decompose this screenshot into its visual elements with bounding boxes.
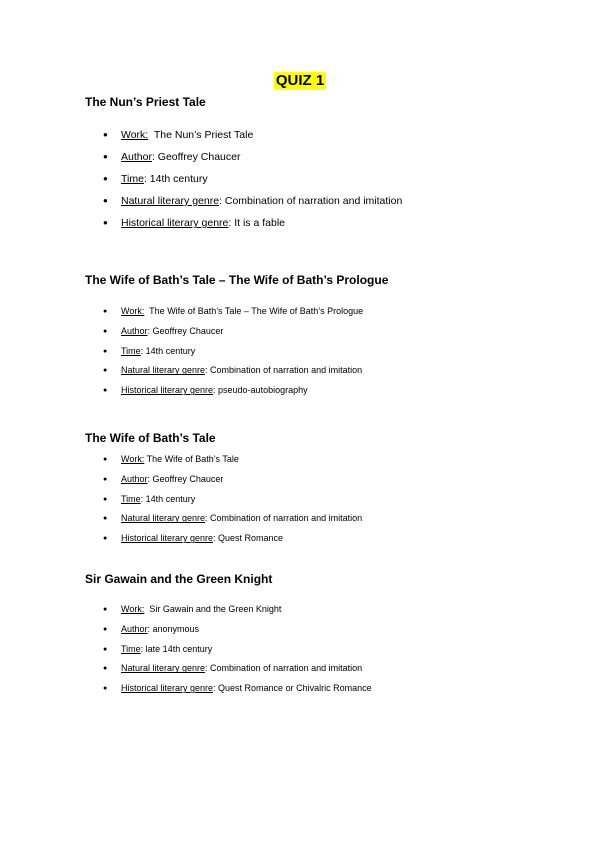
section-sir-gawain <box>85 571 372 699</box>
item-value: : Geoffrey Chaucer <box>147 473 224 484</box>
section-nuns-priest-tale <box>85 94 402 234</box>
item-label: Work: <box>121 129 149 141</box>
item-value: : Combination of narration and imitation <box>219 195 403 207</box>
item-value: : Combination of narration and imitation <box>205 513 363 524</box>
list-item-author <box>85 146 402 168</box>
list-item-time <box>85 490 362 510</box>
item-value: : Geoffrey Chaucer <box>151 151 241 163</box>
list-item-work <box>85 124 402 146</box>
item-label: Natural literary genre <box>121 663 206 674</box>
list-item-natural-genre <box>85 659 372 679</box>
item-value: : 14th century <box>143 173 208 185</box>
item-value: : Combination of narration and imitation <box>205 663 363 674</box>
item-value: The Wife of Bath’s Tale <box>144 454 239 464</box>
section-heading: The Wife of Bath’s Tale <box>85 431 216 445</box>
list-item-work <box>85 302 388 322</box>
list-item-author <box>85 322 388 342</box>
item-value: : late 14th century <box>140 643 213 654</box>
item-value: : It is a fable <box>228 217 285 229</box>
item-label: Natural literary genre <box>121 195 220 207</box>
item-value: : Combination of narration and imitation <box>205 365 363 376</box>
page-title: QUIZ 1 <box>275 72 325 89</box>
list-item-historical-genre <box>85 212 402 234</box>
section-heading: The Nun’s Priest Tale <box>85 95 206 109</box>
title-container <box>0 72 600 90</box>
item-label: Historical literary genre <box>121 385 214 396</box>
item-value: : 14th century <box>140 493 196 504</box>
list-item-natural-genre <box>85 361 388 381</box>
item-label: Work: <box>121 604 145 614</box>
item-label: Time <box>121 493 141 504</box>
item-value: The Nun’s Priest Tale <box>148 129 254 141</box>
item-label: Author <box>121 473 148 484</box>
item-label: Historical literary genre <box>121 533 214 544</box>
list-item-time <box>85 168 402 190</box>
item-label: Natural literary genre <box>121 513 206 524</box>
item-value: : anonymous <box>147 623 200 634</box>
item-value: : Geoffrey Chaucer <box>147 325 224 336</box>
list-item-work <box>85 600 372 620</box>
list-item-historical-genre <box>85 679 372 699</box>
detail-list <box>85 124 402 234</box>
item-label: Historical literary genre <box>121 683 214 694</box>
item-label: Work: <box>121 306 145 316</box>
list-item-natural-genre <box>85 190 402 212</box>
list-item-historical-genre <box>85 381 388 401</box>
list-item-work <box>85 450 362 470</box>
item-value: : Quest Romance or Chivalric Romance <box>213 683 372 694</box>
item-value: : 14th century <box>140 345 196 356</box>
item-label: Time <box>121 173 144 185</box>
section-heading: The Wife of Bath’s Tale – The Wife of Bath’s Prologue <box>85 273 389 287</box>
list-item-historical-genre <box>85 529 362 549</box>
item-label: Author <box>121 151 152 163</box>
list-item-time <box>85 640 372 660</box>
item-label: Author <box>121 325 148 336</box>
item-label: Time <box>121 345 141 356</box>
section-wife-of-bath-tale <box>85 430 362 549</box>
list-item-author <box>85 620 372 640</box>
item-label: Work: <box>121 454 145 464</box>
list-item-author <box>85 470 362 490</box>
detail-list <box>85 450 362 549</box>
detail-list <box>85 600 372 699</box>
list-item-time <box>85 342 388 362</box>
item-label: Author <box>121 623 148 634</box>
detail-list <box>85 302 388 401</box>
item-value: : pseudo-autobiography <box>213 385 308 396</box>
item-value: : Quest Romance <box>213 533 284 544</box>
item-value: Sir Gawain and the Green Knight <box>144 604 282 614</box>
section-heading: Sir Gawain and the Green Knight <box>85 572 273 586</box>
item-label: Natural literary genre <box>121 365 206 376</box>
item-label: Time <box>121 643 141 654</box>
item-label: Historical literary genre <box>121 217 229 229</box>
list-item-natural-genre <box>85 509 362 529</box>
item-value: The Wife of Bath’s Tale – The Wife of Bath’s Prologue <box>144 306 364 316</box>
section-wife-of-bath-prologue <box>85 272 388 401</box>
